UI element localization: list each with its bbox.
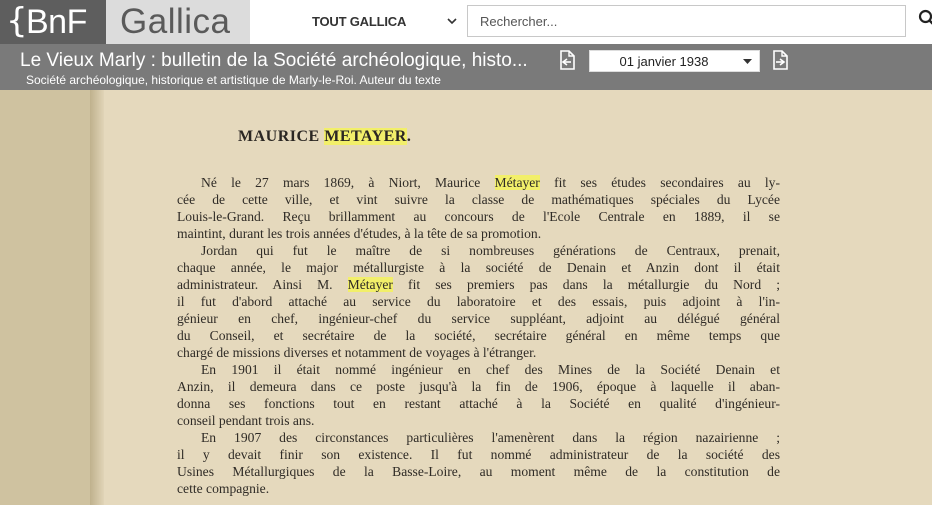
- document-title[interactable]: Le Vieux Marly : bulletin de la Société archéologique, histo...: [20, 50, 528, 71]
- search-scope-select[interactable]: [310, 5, 465, 37]
- text-segment: il y devait finir son existence. Il fut nommé administrateur de la société des: [177, 447, 780, 462]
- text-line: [177, 225, 780, 242]
- text-line: [177, 429, 780, 446]
- previous-issue-icon[interactable]: [557, 49, 577, 71]
- bnf-logo-text: BnF: [26, 3, 87, 41]
- text-segment: Né le 27 mars 1869, à Niort, Maurice: [201, 175, 495, 190]
- text-segment: maintint, durant les trois années d'études, à la tête de sa promotion.: [177, 226, 542, 241]
- text-segment: cée de cette ville, et vint suivre la classe de mathématiques spéciales du Lycée: [177, 192, 780, 207]
- text-line: [177, 242, 780, 259]
- text-segment: cette compagnie.: [177, 481, 270, 496]
- heading-name: MAURICE: [238, 128, 325, 145]
- text-segment: fit ses études secondaires au ly-: [539, 175, 780, 190]
- text-line: [177, 310, 780, 327]
- text-segment: donna ses fonctions tout en restant attaché à la Société en qualité d'ingénieur-: [177, 396, 780, 411]
- search-highlight: METAYER: [324, 128, 407, 145]
- text-line: [177, 378, 780, 395]
- document-author[interactable]: Société archéologique, historique et artistique de Marly-le-Roi. Auteur du texte: [26, 73, 441, 87]
- gallica-logo[interactable]: Gallica: [106, 0, 250, 44]
- text-line: [177, 344, 780, 361]
- text-segment: En 1901 il était nommé ingénieur en chef des Mines de la Société Denain et: [201, 362, 780, 377]
- search-icon[interactable]: [918, 9, 932, 27]
- text-segment: génieur en chef, ingénieur-chef du service suppléant, adjoint au délégué général: [177, 311, 780, 326]
- search-highlight: Métayer: [347, 277, 393, 292]
- text-line: [177, 191, 780, 208]
- text-segment: Anzin, il demeura dans ce poste jusqu'à la fin de 1906, époque à laquelle il aban-: [177, 379, 780, 394]
- heading-period: .: [406, 128, 412, 145]
- search-highlight: Métayer: [494, 175, 540, 190]
- search-input[interactable]: [467, 5, 906, 37]
- text-line: [177, 480, 780, 497]
- top-header: [0, 0, 932, 44]
- text-line: [177, 395, 780, 412]
- text-line: [177, 276, 780, 293]
- next-issue-icon[interactable]: [771, 49, 791, 71]
- text-segment: En 1907 des circonstances particulières l'amenèrent dans la région nazairienne ;: [201, 430, 780, 445]
- issue-date-value: 01 janvier 1938: [619, 54, 709, 69]
- text-line: [177, 174, 780, 191]
- text-segment: chargé de missions diverses et notamment de voyages à l'étranger.: [177, 345, 537, 360]
- text-line: [177, 259, 780, 276]
- text-segment: Louis-le-Grand. Reçu brillamment au concours de l'Ecole Centrale en 1889, il se: [177, 209, 780, 224]
- text-segment: Usines Métallurgiques de la Basse-Loire, au moment même de la constitution de: [177, 464, 780, 479]
- page-heading: [238, 128, 411, 146]
- text-segment: conseil pendant trois ans.: [177, 413, 315, 428]
- text-segment: du Conseil, et secrétaire de la société, secrétaire général en même temps que: [177, 328, 780, 343]
- bnf-logo-brace: {: [6, 1, 28, 41]
- issue-date-select[interactable]: [589, 50, 760, 72]
- text-segment: fit ses premiers pas dans la métallurgie du Nord ;: [392, 277, 780, 292]
- text-line: [177, 327, 780, 344]
- text-line: [177, 293, 780, 310]
- chevron-down-icon: [447, 16, 457, 26]
- text-segment: chaque année, le major métallurgiste à la société de Denain et Anzin dont il était: [177, 260, 780, 275]
- text-segment: administrateur. Ainsi M.: [177, 277, 348, 292]
- search-scope-label: TOUT GALLICA: [312, 14, 407, 29]
- document-viewer[interactable]: [0, 90, 932, 505]
- text-line: [177, 446, 780, 463]
- text-segment: il fut d'abord attaché au service du laboratoire et des essais, puis adjoint à l'in-: [177, 294, 780, 309]
- document-title-bar: [0, 44, 932, 90]
- text-segment: Jordan qui fut le maître de si nombreuses générations de Centraux, prenait,: [201, 243, 780, 258]
- text-line: [177, 463, 780, 480]
- text-line: [177, 208, 780, 225]
- text-line: [177, 361, 780, 378]
- caret-down-icon: [743, 59, 752, 65]
- text-line: [177, 412, 780, 429]
- bnf-logo[interactable]: [0, 0, 106, 44]
